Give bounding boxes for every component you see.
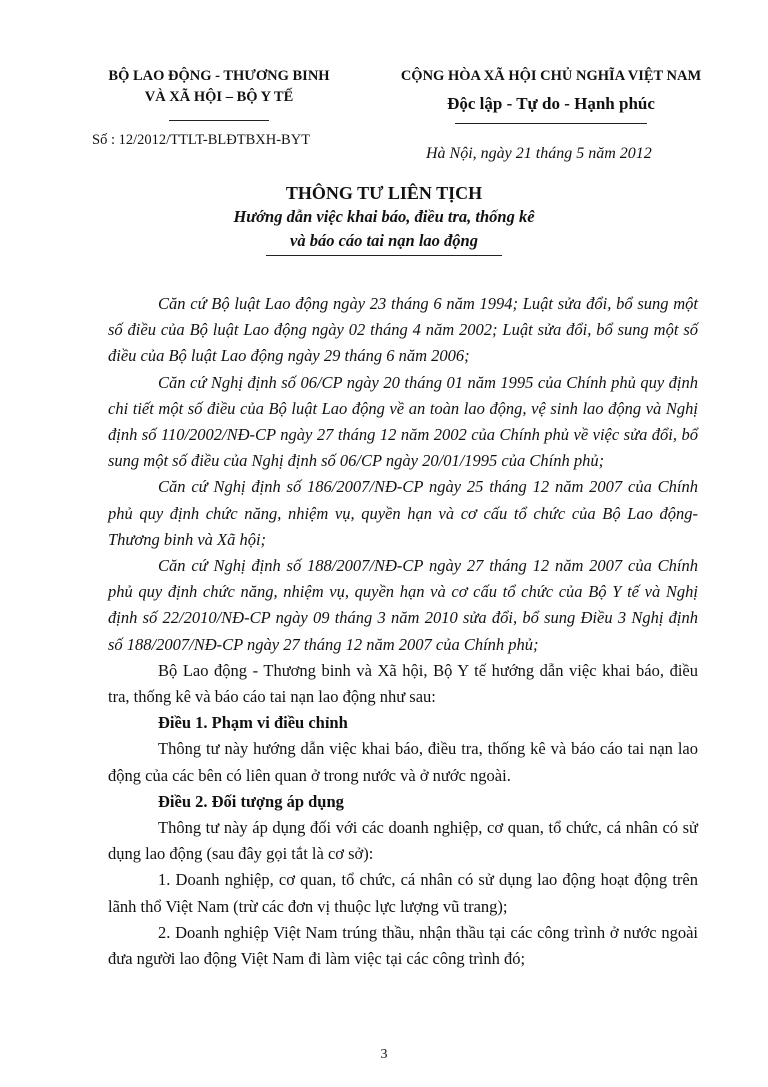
title-underline: [266, 255, 502, 256]
national-motto: Độc lập - Tự do - Hạnh phúc: [447, 94, 655, 113]
legal-basis-paragraph: Căn cứ Nghị định số 06/CP ngày 20 tháng 01 năm 1995 của Chính phủ quy định chi tiết một số điều của Bộ luật Lao động về an toàn lao động, vệ sinh lao động và Nghị định số 110/2002/NĐ-CP ngày 27 tháng 12 năm 2002 của Chính phủ về việc sửa đổi, bổ sung một số điều của Nghị định số 06/CP ngày 20/01/1995 của Chính phủ;: [108, 372, 698, 471]
article-2-item-1: 1. Doanh nghiệp, cơ quan, tổ chức, cá nhân có sử dụng lao động hoạt động trên lãnh thổ Việt Nam (trừ các đơn vị thuộc lực lượng vũ trang);: [108, 870, 698, 916]
intro-paragraph: Bộ Lao động - Thương binh và Xã hội, Bộ Y tế hướng dẫn việc khai báo, điều tra, thống kê và báo cáo tai nạn lao động như sau:: [108, 660, 698, 707]
authority-underline: [169, 120, 269, 121]
article-1-text: Thông tư này hướng dẫn việc khai báo, điều tra, thống kê và báo cáo tai nạn lao động của các bên có liên quan ở trong nước và ở nước ngoài.: [108, 739, 698, 785]
article-2-item-2: 2. Doanh nghiệp Việt Nam trúng thầu, nhận thầu tại các công trình ở nước ngoài đưa người lao động Việt Nam đi làm việc tại các công trình đó;: [108, 922, 698, 969]
motto-underline: [455, 123, 647, 124]
national-header: [382, 66, 720, 124]
country-name: CỘNG HÒA XÃ HỘI CHỦ NGHĨA VIỆT NAM: [400, 68, 702, 84]
issue-date: Hà Nội, ngày 21 tháng 5 năm 2012: [426, 145, 652, 162]
issuing-authority: [88, 66, 350, 121]
article-2-text: Thông tư này áp dụng đối với các doanh nghiệp, cơ quan, tổ chức, cá nhân có sử dụng lao động (sau đây gọi tắt là cơ sở):: [108, 818, 698, 864]
legal-basis-paragraph: Căn cứ Nghị định số 186/2007/NĐ-CP ngày 25 tháng 12 năm 2007 của Chính phủ quy định chức năng, nhiệm vụ, quyền hạn và cơ cấu tổ chức của Bộ Lao động-Thương binh và Xã hội;: [108, 477, 698, 549]
legal-basis-paragraph: Căn cứ Nghị định số 188/2007/NĐ-CP ngày 27 tháng 12 năm 2007 của Chính phủ quy định chức năng, nhiệm vụ, quyền hạn và cơ cấu tổ chức của Bộ Y tế và Nghị định số 22/2010/NĐ-CP ngày 09 tháng 3 năm 2010 sửa đổi, bổ sung Điều 3 Nghị định số 188/2007/NĐ-CP ngày 27 tháng 12 năm 2007 của Chính phủ;: [108, 556, 698, 654]
page-number: 3: [380, 1047, 388, 1062]
ministry-line-1: BỘ LAO ĐỘNG - THƯƠNG BINH: [108, 68, 330, 84]
document-body: [108, 291, 698, 972]
legal-basis-paragraph: Căn cứ Bộ luật Lao động ngày 23 tháng 6 năm 1994; Luật sửa đổi, bổ sung một số điều của Bộ luật Lao động ngày 02 tháng 4 năm 2002; Luật sửa đổi, bổ sung một số điều của Bộ luật Lao động ngày 29 tháng 6 năm 2006;: [108, 294, 698, 366]
article-2-heading: Điều 2. Đối tượng áp dụng: [158, 791, 344, 811]
ministry-line-2: VÀ XÃ HỘI – BỘ Y TẾ: [144, 89, 294, 105]
document-title: [0, 181, 768, 256]
title-sub-1: Hướng dẫn việc khai báo, điều tra, thống kê: [233, 207, 535, 226]
title-sub-2: và báo cáo tai nạn lao động: [290, 231, 478, 250]
document-number: Số : 12/2012/TTLT-BLĐTBXH-BYT: [92, 132, 311, 148]
title-main: THÔNG TƯ LIÊN TỊCH: [285, 183, 483, 203]
article-1-heading: Điều 1. Phạm vi điều chỉnh: [158, 713, 348, 733]
